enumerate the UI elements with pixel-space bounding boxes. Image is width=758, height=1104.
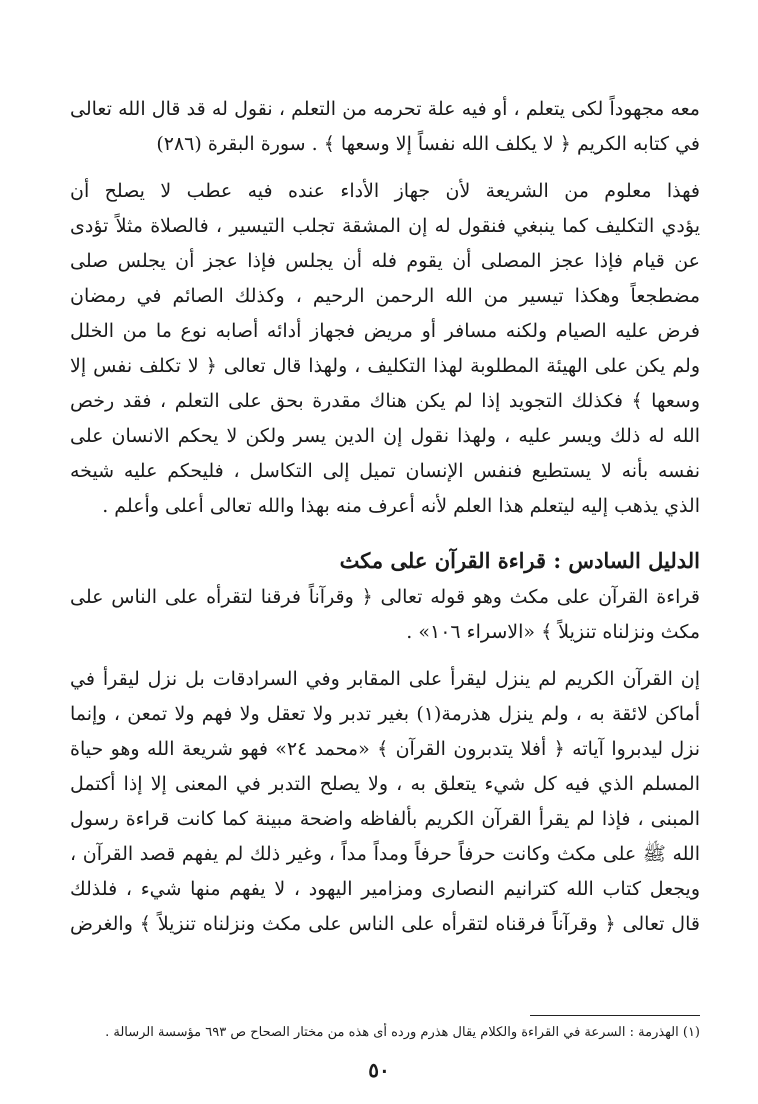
paragraph-1 — [70, 92, 700, 162]
page-number: ٥٠ — [368, 1058, 390, 1082]
footnote: (١) الهذرمة : السرعة في القراءة والكلام يقال هذرم ورده أى هذه من مختار الصحاح ص ٦٩٣ مؤسسة الرسالة . — [105, 1025, 700, 1040]
text-line: في كتابه الكريم ﴿ لا يكلف الله نفساً إلا وسعها ﴾ . سورة البقرة (٢٨٦) — [156, 133, 700, 155]
text-line: فهذا معلوم من الشريعة لأن جهاز الأداء عنده فيه عطب لا يصلح أن — [70, 180, 700, 202]
paragraph-2 — [70, 174, 700, 524]
text-line: مكث ونزلناه تنزيلاً ﴾ «الاسراء ١٠٦» . — [406, 621, 700, 643]
text-line: الله ﷺ على مكث وكانت حرفاً حرفاً ومداً مداً ، وغير ذلك لم يفهم قصد القرآن ، — [70, 843, 700, 865]
text-line: الذي يذهب إليه ليتعلم هذا العلم لأنه أعرف منه بهذا والله تعالى أعلى وأعلم . — [102, 495, 700, 517]
text-line: نزل ليدبروا آياته ﴿ أفلا يتدبرون القرآن ﴾ «محمد ٢٤» فهو شريعة الله وهو حياة — [70, 738, 700, 760]
text-line: معه مجهوداً لكى يتعلم ، أو فيه علة تحرمه من التعلم ، نقول له قد قال الله تعالى — [70, 98, 700, 120]
page-body — [70, 92, 700, 942]
section-heading: الدليل السادس : قراءة القرآن على مكث — [339, 548, 700, 573]
text-line: عن قيام فإذا عجز المصلى أن يقوم فله أن يجلس فإذا عجز أن يجلس صلى — [70, 250, 700, 272]
text-line: يؤدي التكليف كما ينبغي فنقول له إن المشقة تجلب التيسير ، فالصلاة مثلاً تؤدى — [70, 215, 700, 237]
text-line: المبنى ، فإذا لم يقرأ القرآن الكريم بألفاظه واضحة مبينة كما كانت قراءة رسول — [70, 808, 700, 830]
text-line: قراءة القرآن على مكث وهو قوله تعالى ﴿ وقرآناً فرقنا لتقرأه على الناس على — [70, 586, 700, 608]
footnote-divider — [530, 1015, 700, 1016]
paragraph-4 — [70, 662, 700, 942]
text-line: نفسه بأنه لا يستطيع فنفس الإنسان تميل إلى التكاسل ، فليحكم عليه شيخه — [70, 460, 700, 482]
text-line: فرض عليه الصيام ولكنه مسافر أو مريض فجهاز أدائه أصابه نوع ما من الخلل — [70, 320, 700, 342]
paragraph-3 — [70, 580, 700, 650]
text-line: إن القرآن الكريم لم ينزل ليقرأ على المقابر وفي السرادقات بل نزل ليقرأ في — [70, 668, 700, 690]
text-line: قال تعالى ﴿ وقرآناً فرقناه لتقرأه على الناس على مكث ونزلناه تنزيلاً ﴾ والغرض — [70, 913, 700, 935]
text-line: وسعها ﴾ فكذلك التجويد إذا لم يكن هناك مقدرة بحق على التعلم ، فقد رخص — [70, 390, 700, 412]
text-line: مضطجعاً وهكذا تيسير من الله الرحمن الرحيم ، وكذلك الصائم في رمضان — [70, 285, 700, 307]
text-line: ولم يكن على الهيئة المطلوبة لهذا التكليف ، ولهذا قال تعالى ﴿ لا تكلف نفس إلا — [70, 355, 700, 377]
text-line: أماكن لائقة به ، ولم ينزل هذرمة(١) بغير تدبر ولا تعقل ولا فهم ولا تمعن ، وإنما — [70, 703, 700, 725]
text-line: الله له ذلك ويسر عليه ، ولهذا نقول إن الدين يسر ولكن لا يحكم الانسان على — [70, 425, 700, 447]
text-line: ويجعل كتاب الله كترانيم النصارى ومزامير اليهود ، لا يفهم منها شيء ، فلذلك — [70, 878, 700, 900]
text-line: المسلم الذي فيه كل شيء يتعلق به ، ولا يصلح التدبر في المعنى إلا إذا أكتمل — [70, 773, 700, 795]
